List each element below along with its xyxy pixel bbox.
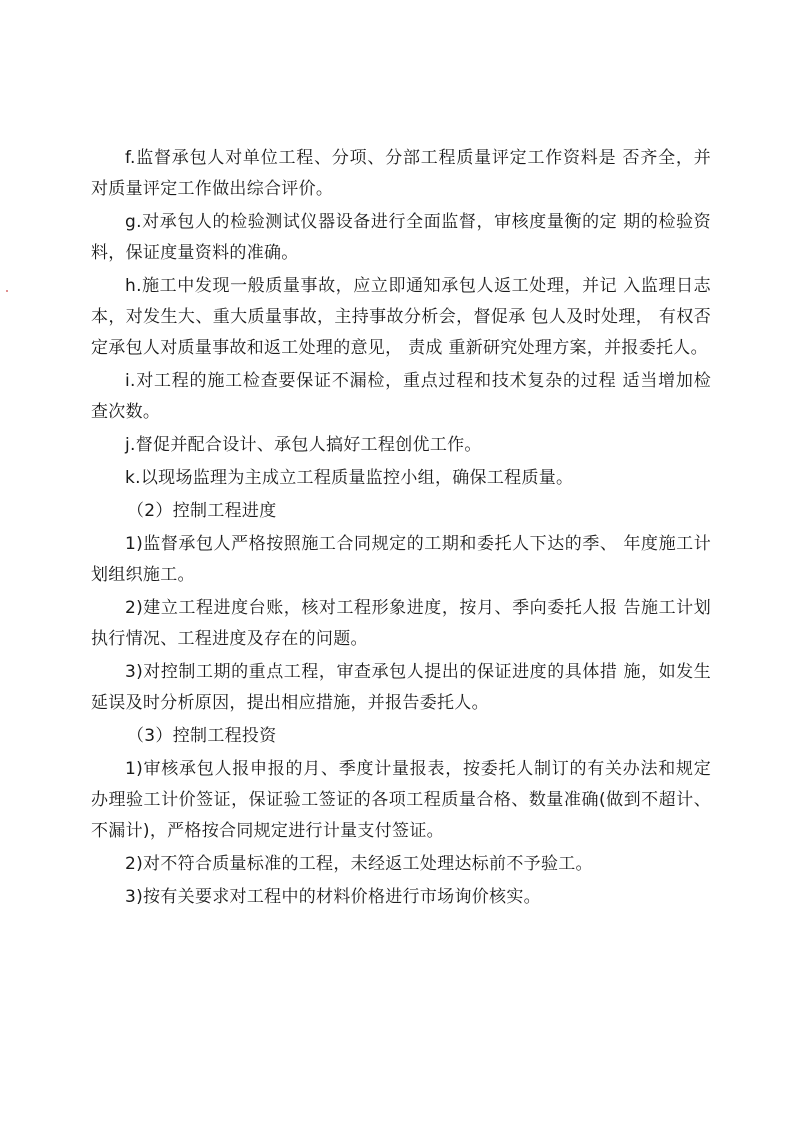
progress-item-3: 3)对控制工期的重点工程，审查承包人提出的保证进度的具体措 施，如发生延误及时分析原因，提出相应措施，并报告委托人。	[91, 662, 711, 713]
investment-item-2: 2)对不符合质量标准的工程，未经返工处理达标前不予验工。	[125, 854, 593, 874]
section-heading-progress: （2）控制工程进度	[127, 501, 277, 521]
document-body	[91, 143, 711, 915]
progress-item-2: 2)建立工程进度台账，核对工程形象进度，按月、季向委托人报 告施工计划执行情况、工程进度及存在的问题。	[91, 598, 711, 649]
paragraph-h: h.施工中发现一般质量事故，应立即通知承包人返工处理，并记 入监理日志本，对发生大、重大质量事故，主持事故分析会，督促承 包人及时处理， 有权否定承包人对质量事故和返工处理的意见， 责成 重新研究处理方案，并报委托人。	[91, 276, 711, 358]
paragraph-i: i.对工程的施工检查要保证不漏检，重点过程和技术复杂的过程 适当增加检查次数。	[91, 371, 711, 422]
paragraph-f: f.监督承包人对单位工程、分项、分部工程质量评定工作资料是 否齐全，并对质量评定工作做出综合评价。	[91, 148, 711, 199]
paragraph-j: j.督促并配合设计、承包人搞好工程创优工作。	[125, 435, 482, 455]
paragraph-k: k.以现场监理为主成立工程质量监控小组，确保工程质量。	[125, 468, 574, 488]
section-heading-investment: （3）控制工程投资	[127, 726, 277, 746]
paragraph-g: g.对承包人的检验测试仪器设备进行全面监督，审核度量衡的定 期的检验资料，保证度量资料的准确。	[91, 212, 711, 263]
investment-item-1: 1)审核承包人报申报的月、季度计量报表，按委托人制订的有关办法和规定办理验工计价签证，保证验工签证的各项工程质量合格、数量准确(做到不超计、不漏计)，严格按合同规定进行计量支付签证。	[91, 759, 711, 841]
scan-speck	[6, 290, 8, 292]
investment-item-3: 3)按有关要求对工程中的材料价格进行市场询价核实。	[125, 887, 541, 907]
progress-item-1: 1)监督承包人严格按照施工合同规定的工期和委托人下达的季、 年度施工计划组织施工。	[91, 534, 711, 585]
